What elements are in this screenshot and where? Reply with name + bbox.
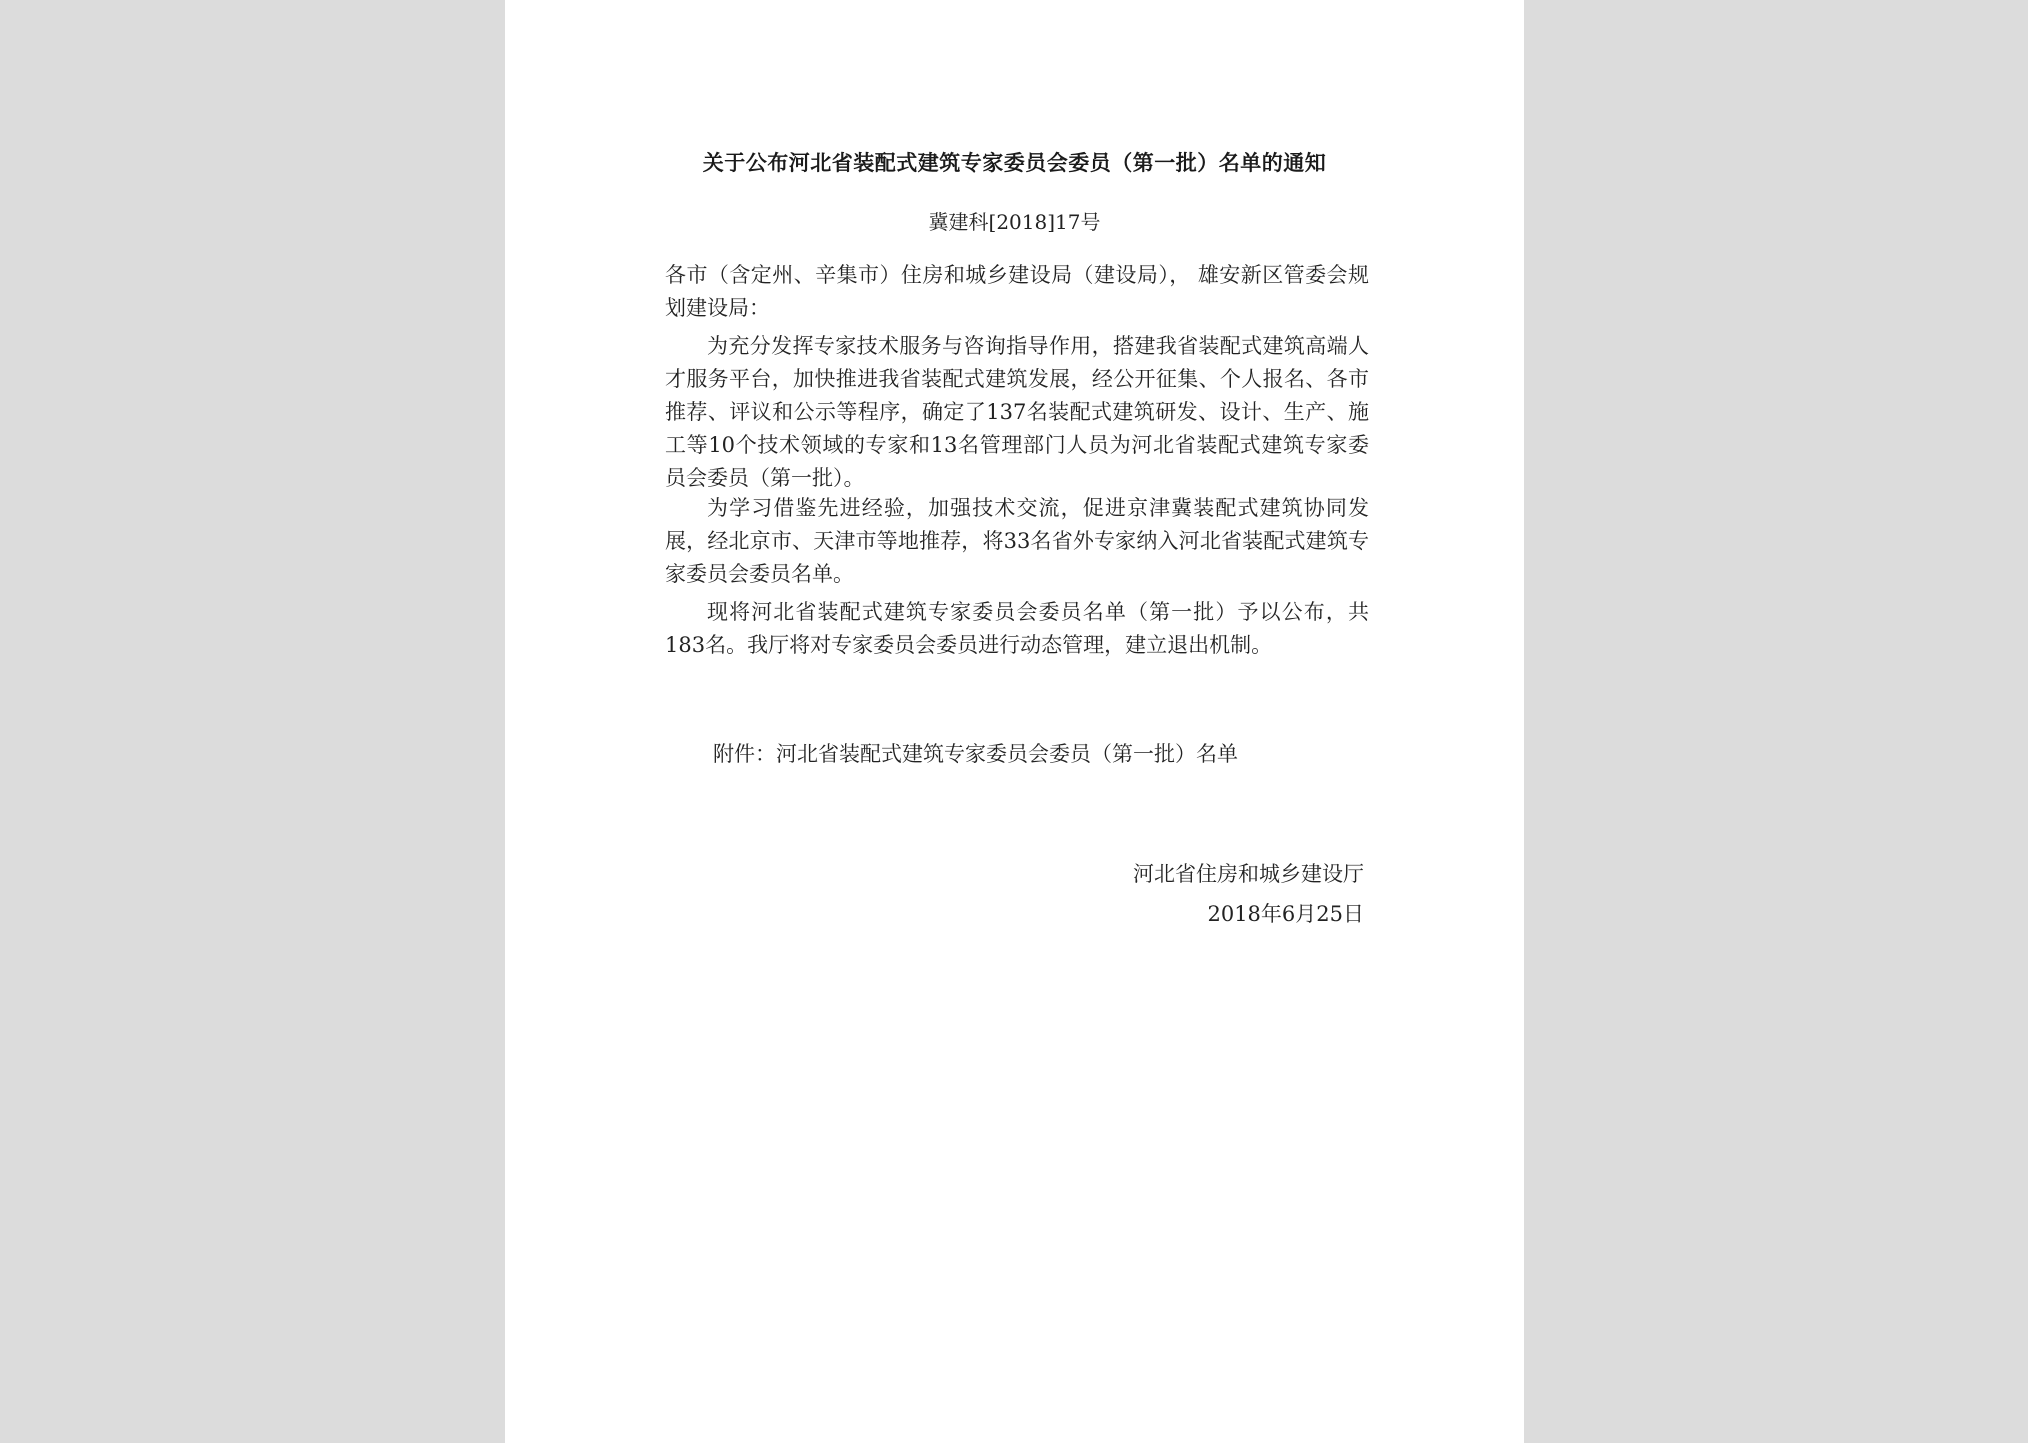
paragraph-3: 现将河北省装配式建筑专家委员会委员名单（第一批）予以公布，共183名。我厅将对专家委员会委员进行动态管理，建立退出机制。 [665, 600, 1369, 657]
document-page [505, 0, 1524, 1443]
document-number: 冀建科[2018]17号 [928, 210, 1101, 234]
document-title: 关于公布河北省装配式建筑专家委员会委员（第一批）名单的通知 [702, 150, 1327, 175]
issuer-signature: 河北省住房和城乡建设厅 [1133, 862, 1364, 886]
issue-date: 2018年6月25日 [1207, 902, 1364, 926]
attachment-line: 附件：河北省装配式建筑专家委员会委员（第一批）名单 [713, 742, 1238, 766]
addressee: 各市（含定州、辛集市）住房和城乡建设局（建设局）， 雄安新区管委会规划建设局： [665, 263, 1369, 320]
paragraph-1: 为充分发挥专家技术服务与咨询指导作用，搭建我省装配式建筑高端人才服务平台，加快推进我省装配式建筑发展，经公开征集、个人报名、各市推荐、评议和公示等程序，确定了137名装配式建筑研发、设计、生产、施工等10个技术领域的专家和13名管理部门人员为河北省装配式建筑专家委员会委员（第一批）。 [665, 334, 1369, 490]
paragraph-2: 为学习借鉴先进经验，加强技术交流，促进京津冀装配式建筑协同发展，经北京市、天津市等地推荐，将33名省外专家纳入河北省装配式建筑专家委员会委员名单。 [665, 496, 1369, 586]
